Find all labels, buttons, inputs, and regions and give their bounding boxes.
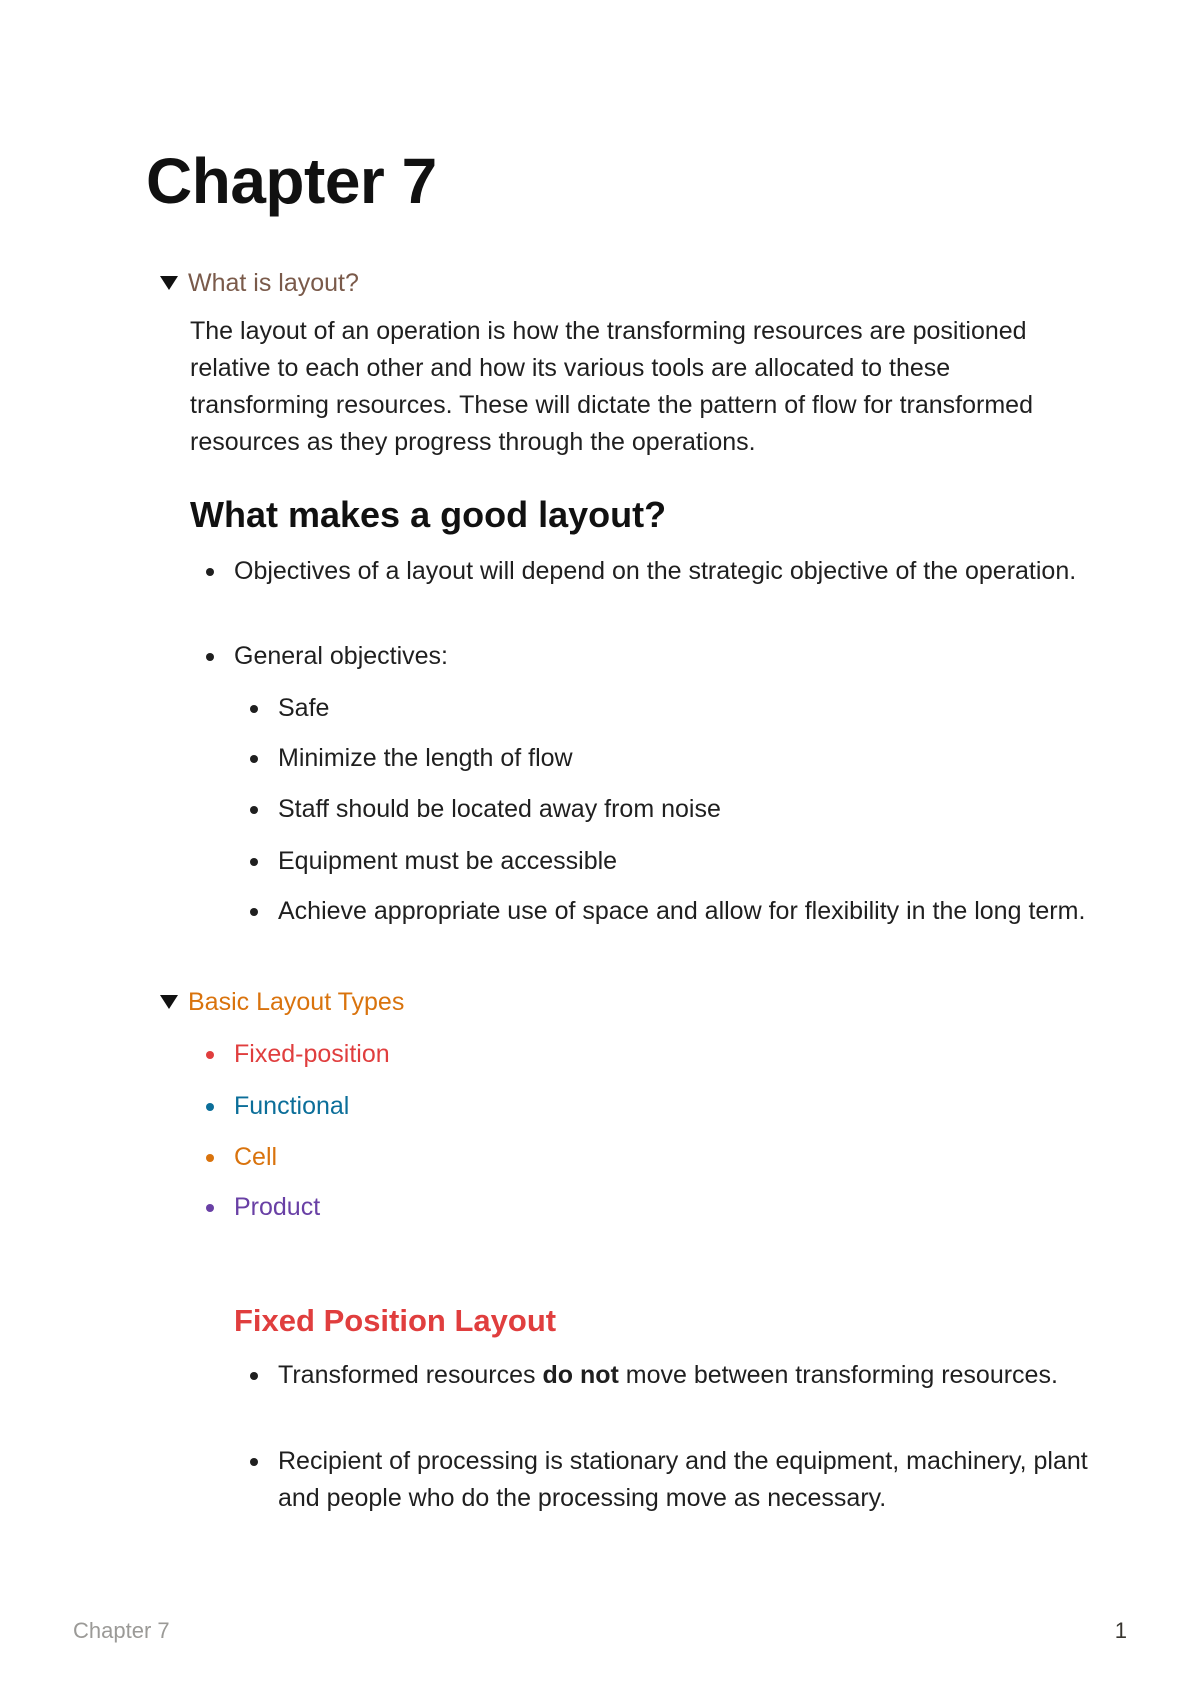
list-item: Objectives of a layout will depend on the strategic objective of the operation.	[234, 553, 1084, 590]
toggle-label: Basic Layout Types	[188, 988, 405, 1016]
fixed-bullet-bold: do not	[542, 1361, 619, 1389]
toggle-triangle-icon[interactable]	[160, 276, 178, 290]
sub-list-item: Staff should be located away from noise	[278, 791, 1088, 828]
sub-list-item: Safe	[278, 690, 1088, 727]
layout-type-product: Product	[234, 1189, 1084, 1226]
fixed-bullet	[278, 1357, 1088, 1394]
good-layout-heading: What makes a good layout?	[190, 494, 667, 535]
fixed-bullet-text-after: move between transforming resources.	[618, 1361, 1058, 1389]
toggle-basic-layout-types[interactable]	[160, 985, 404, 1020]
layout-type-fixed-position: Fixed-position	[234, 1036, 1084, 1073]
layout-definition-paragraph: The layout of an operation is how the transforming resources are positioned relative to each other and how its various tools are allocated to these transforming resources. These will dictate the pattern of flow for transformed resources as they progress through the operations.	[190, 317, 1033, 456]
footer-chapter-label: Chapter 7	[73, 1618, 170, 1643]
toggle-what-is-layout[interactable]	[160, 266, 359, 301]
toggle-label: What is layout?	[188, 269, 359, 297]
list-item: General objectives:	[234, 638, 1084, 675]
fixed-position-heading: Fixed Position Layout	[234, 1303, 557, 1338]
sub-list-item: Achieve appropriate use of space and allow for flexibility in the long term.	[278, 893, 1088, 930]
sub-list-item: Minimize the length of flow	[278, 740, 1088, 777]
fixed-bullet-text-before: Transformed resources	[278, 1361, 543, 1389]
layout-type-cell: Cell	[234, 1139, 1084, 1176]
page-title: Chapter 7	[146, 145, 437, 217]
fixed-bullet: Recipient of processing is stationary and the equipment, machinery, plant and people who do the processing move as necessary.	[278, 1443, 1088, 1517]
toggle-triangle-icon[interactable]	[160, 995, 178, 1009]
sub-list-item: Equipment must be accessible	[278, 843, 1088, 880]
layout-type-functional: Functional	[234, 1088, 1084, 1125]
footer-page-number: 1	[1114, 1618, 1127, 1643]
